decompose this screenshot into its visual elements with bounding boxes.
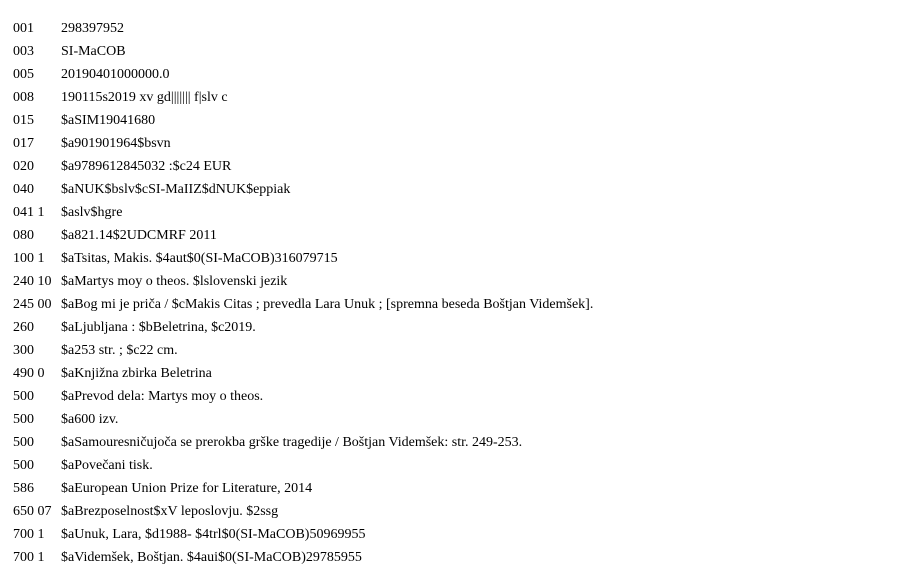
marc-record [13, 17, 893, 569]
field-700 [13, 546, 893, 569]
field-content: $a901901964$bsvn [61, 136, 171, 151]
field-020 [13, 155, 893, 178]
field-tag: 260 [13, 320, 34, 335]
field-240 [13, 270, 893, 293]
field-500 [13, 385, 893, 408]
field-003 [13, 40, 893, 63]
field-015 [13, 109, 893, 132]
field-content: $aBog mi je priča / $cMakis Citas ; prevedla Lara Unuk ; [spremna beseda Boštjan Videmšek]. [61, 297, 594, 312]
field-tag: 700 1 [13, 527, 45, 542]
field-tag: 080 [13, 228, 34, 243]
field-008 [13, 86, 893, 109]
field-041 [13, 201, 893, 224]
field-content: 190115s2019 xv gd||||||| f|slv c [61, 90, 228, 105]
field-tag: 500 [13, 412, 34, 427]
field-586 [13, 477, 893, 500]
field-content: $aMartys moy o theos. $lslovenski jezik [61, 274, 288, 289]
field-content: $aLjubljana : $bBeletrina, $c2019. [61, 320, 256, 335]
field-content: $a821.14$2UDCMRF 2011 [61, 228, 217, 243]
field-300 [13, 339, 893, 362]
field-tag: 003 [13, 44, 34, 59]
field-005 [13, 63, 893, 86]
field-260 [13, 316, 893, 339]
field-content: $a9789612845032 :$c24 EUR [61, 159, 232, 174]
field-500 [13, 408, 893, 431]
field-content: $aSIM19041680 [61, 113, 156, 128]
field-content: $aNUK$bslv$cSI-MaIIZ$dNUK$eppiak [61, 182, 291, 197]
field-tag: 500 [13, 389, 34, 404]
field-tag: 020 [13, 159, 34, 174]
field-tag: 240 10 [13, 274, 52, 289]
field-tag: 700 1 [13, 550, 45, 565]
field-tag: 001 [13, 21, 34, 36]
field-650 [13, 500, 893, 523]
field-content: $aSamouresničujoča se prerokba grške tragedije / Boštjan Videmšek: str. 249-253. [61, 435, 523, 450]
field-tag: 005 [13, 67, 34, 82]
field-content: 298397952 [61, 21, 124, 36]
field-content: SI-MaCOB [61, 44, 126, 59]
field-080 [13, 224, 893, 247]
field-tag: 650 07 [13, 504, 52, 519]
field-content: $aEuropean Union Prize for Literature, 2014 [61, 481, 313, 496]
field-tag: 040 [13, 182, 34, 197]
field-700 [13, 523, 893, 546]
field-tag: 041 1 [13, 205, 45, 220]
field-001 [13, 17, 893, 40]
field-500 [13, 454, 893, 477]
field-content: $aPovečani tisk. [61, 458, 153, 473]
field-content: $a600 izv. [61, 412, 119, 427]
field-tag: 245 00 [13, 297, 52, 312]
field-tag: 490 0 [13, 366, 45, 381]
field-tag: 008 [13, 90, 34, 105]
field-tag: 586 [13, 481, 34, 496]
field-tag: 500 [13, 458, 34, 473]
field-content: $aVidemšek, Boštjan. $4aui$0(SI-MaCOB)29785955 [61, 550, 362, 565]
field-content: $aslv$hgre [61, 205, 123, 220]
field-245 [13, 293, 893, 316]
field-content: $aUnuk, Lara, $d1988- $4trl$0(SI-MaCOB)50969955 [61, 527, 366, 542]
field-content: $aKnjižna zbirka Beletrina [61, 366, 212, 381]
field-490 [13, 362, 893, 385]
field-tag: 015 [13, 113, 34, 128]
field-content: $aPrevod dela: Martys moy o theos. [61, 389, 264, 404]
field-content: $aBrezposelnost$xV leposlovju. $2ssg [61, 504, 279, 519]
field-500 [13, 431, 893, 454]
field-tag: 500 [13, 435, 34, 450]
field-content: $aTsitas, Makis. $4aut$0(SI-MaCOB)316079715 [61, 251, 338, 266]
field-tag: 100 1 [13, 251, 45, 266]
field-100 [13, 247, 893, 270]
field-tag: 017 [13, 136, 34, 151]
field-tag: 300 [13, 343, 34, 358]
field-040 [13, 178, 893, 201]
field-content: $a253 str. ; $c22 cm. [61, 343, 178, 358]
field-content: 20190401000000.0 [61, 67, 170, 82]
field-017 [13, 132, 893, 155]
